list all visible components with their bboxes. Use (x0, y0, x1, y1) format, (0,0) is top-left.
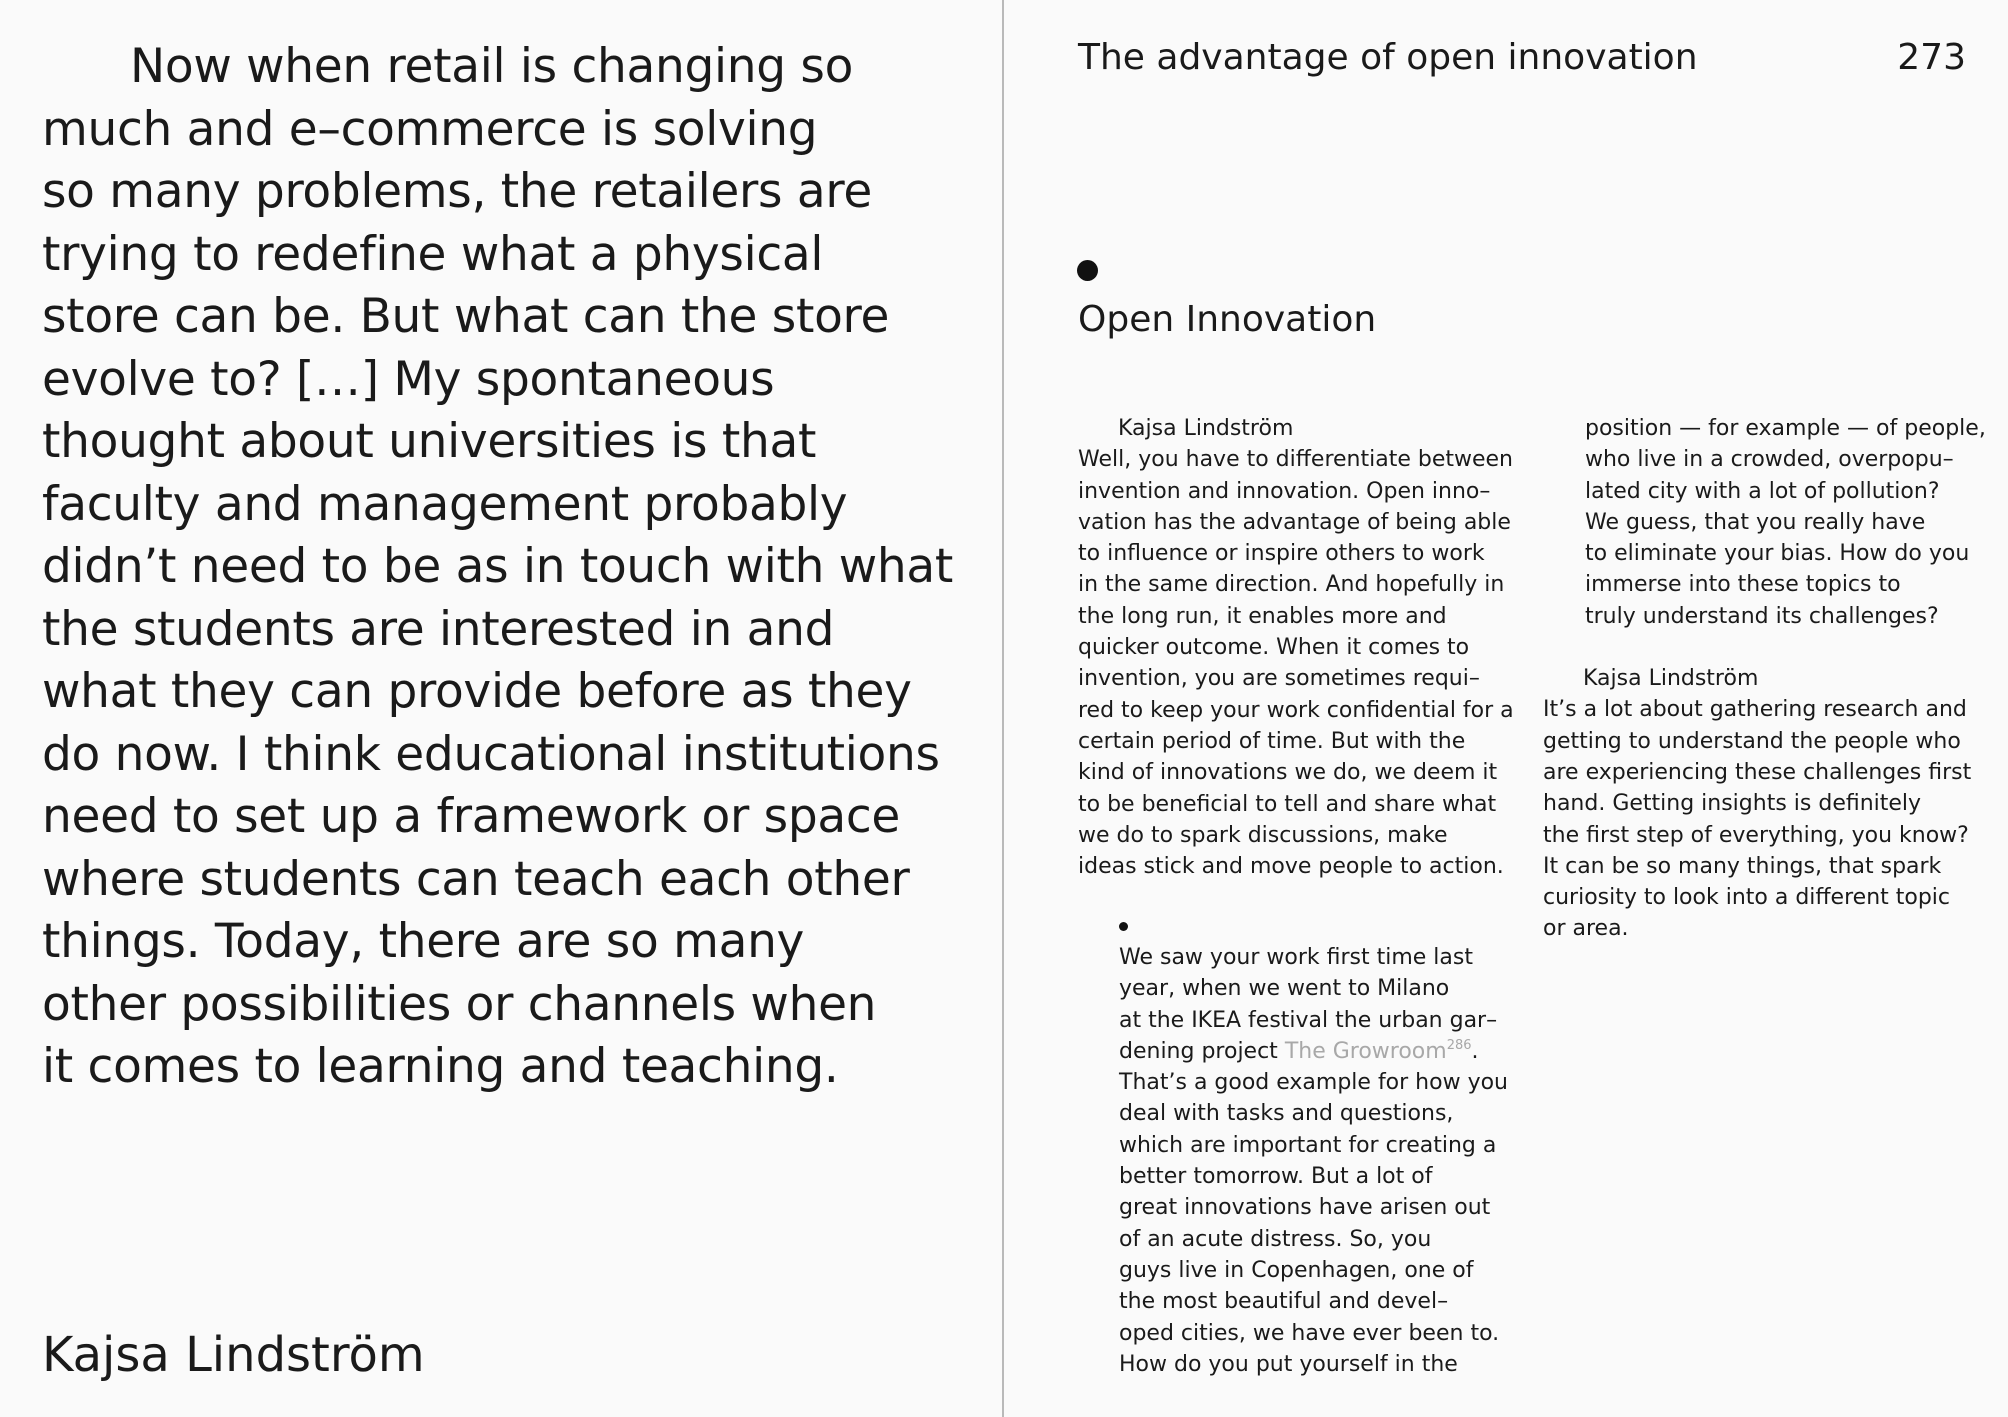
quote-line: where students can teach each other (42, 851, 910, 907)
question-line: the most beautiful and devel– (1119, 1289, 1449, 1315)
question-line: which are important for creating a (1119, 1132, 1497, 1158)
question-line: at the IKEA festival the urban gar– (1119, 1007, 1498, 1033)
question-continued (1543, 413, 1986, 632)
quote-line: trying to redefine what a physical (42, 226, 824, 282)
question-line: immerse into these topics to (1585, 572, 1901, 598)
quote-line: it comes to learning and teaching. (42, 1039, 839, 1094)
quote-line: Now when retail is changing so (130, 39, 854, 94)
page-number: 273 (1897, 37, 1966, 78)
quote-signature: Kajsa Lindström (42, 1327, 425, 1383)
quote-line: things. Today, there are so many (42, 914, 805, 969)
page-gutter-divider (1002, 0, 1004, 1417)
body-line: the long run, it enables more and (1078, 603, 1447, 629)
question-line: We saw your work first time last (1119, 945, 1473, 970)
running-title: The advantage of open innovation (1078, 37, 1698, 78)
interview-question-column (1119, 911, 1519, 1380)
body-line: getting to understand the people who (1543, 728, 1961, 754)
question-line: great innovations have arisen out (1119, 1195, 1491, 1221)
interview-answer-column (1078, 413, 1518, 882)
quote-line: need to set up a framework or space (42, 789, 901, 844)
section-bullet-icon (1077, 260, 1098, 281)
body-line: in the same direction. And hopefully in (1078, 572, 1505, 598)
question-line: truly understand its challenges? (1585, 603, 1939, 629)
question-line: position — for example — of people, (1585, 416, 1986, 441)
quote-line: what they can provide before as they (42, 664, 912, 719)
quote-line: thought about universities is that (42, 414, 817, 469)
body-line: are experiencing these challenges first (1543, 759, 1972, 785)
question-line: oped cities, we have ever been to. (1119, 1320, 1500, 1346)
question-line: to eliminate your bias. How do you (1585, 541, 1970, 567)
body-line: hand. Getting insights is definitely (1543, 791, 1922, 817)
quote-line: so many problems, the retailers are (42, 164, 872, 219)
body-line: to be beneficial to tell and share what (1078, 791, 1497, 817)
paragraph-spacer (1543, 632, 1983, 663)
body-line: we do to spark discussions, make (1078, 822, 1448, 848)
question-line: deal with tasks and questions, (1119, 1101, 1454, 1127)
question-bullet-icon (1119, 922, 1128, 931)
body-line: certain period of time. But with the (1078, 728, 1466, 754)
body-line: It can be so many things, that spark (1543, 853, 1942, 879)
question-line: That’s a good example for how you (1119, 1070, 1508, 1096)
body-line: quicker outcome. When it comes to (1078, 635, 1470, 661)
quote-line: other possibilities or channels when (42, 976, 877, 1032)
body-line: invention, you are sometimes requi– (1078, 666, 1480, 692)
pull-quote (42, 36, 953, 1099)
quote-line: the students are interested in and (42, 601, 835, 657)
speaker-name: Kajsa Lindström (1118, 416, 1294, 441)
section-heading: Open Innovation (1078, 299, 1377, 340)
body-line: to influence or inspire others to work (1078, 541, 1485, 567)
body-line: kind of innovations we do, we deem it (1078, 760, 1498, 786)
question-line: We guess, that you really have (1585, 509, 1926, 535)
question-line: How do you put yourself in the (1119, 1351, 1458, 1377)
body-line: or area. (1543, 916, 1629, 942)
question-line: of an acute distress. So, you (1119, 1226, 1432, 1252)
question-line: who live in a crowded, overpopu– (1585, 447, 1954, 473)
body-line: curiosity to look into a different topic (1543, 885, 1951, 911)
question-line: better tomorrow. But a lot of (1119, 1164, 1433, 1190)
question-line: year, when we went to Milano (1119, 976, 1450, 1002)
body-line: red to keep your work confidential for a (1078, 697, 1514, 723)
quote-line: much and e–commerce is solving (42, 101, 818, 157)
body-line: It’s a lot about gathering research and (1543, 697, 1967, 723)
quote-line: store can be. But what can the store (42, 289, 890, 344)
quote-line: faculty and management probably (42, 476, 848, 532)
body-line: invention and innovation. Open inno– (1078, 478, 1491, 504)
quote-line: didn’t need to be as in touch with what (42, 539, 953, 594)
cross-reference-link[interactable] (1285, 1039, 1472, 1064)
interview-continued-column (1543, 413, 1986, 945)
cross-reference-text: The Growroom (1284, 1038, 1447, 1064)
question-line-text: . (1471, 1038, 1479, 1064)
quote-line: do now. I think educational institutions (42, 726, 940, 782)
body-line: Well, you have to differentiate between (1078, 447, 1513, 473)
question-line: lated city with a lot of pollution? (1585, 478, 1940, 504)
body-line: ideas stick and move people to action. (1078, 854, 1504, 880)
speaker-name: Kajsa Lindström (1583, 666, 1759, 692)
cross-reference-number: 286 (1446, 1037, 1472, 1053)
question-line-text: dening project (1119, 1038, 1285, 1064)
question-line: guys live in Copenhagen, one of (1119, 1257, 1474, 1283)
body-line: vation has the advantage of being able (1078, 509, 1511, 535)
quote-line: evolve to? […] My spontaneous (42, 351, 775, 407)
question-line (1119, 1036, 1519, 1067)
body-line: the first step of everything, you know? (1543, 822, 1969, 848)
